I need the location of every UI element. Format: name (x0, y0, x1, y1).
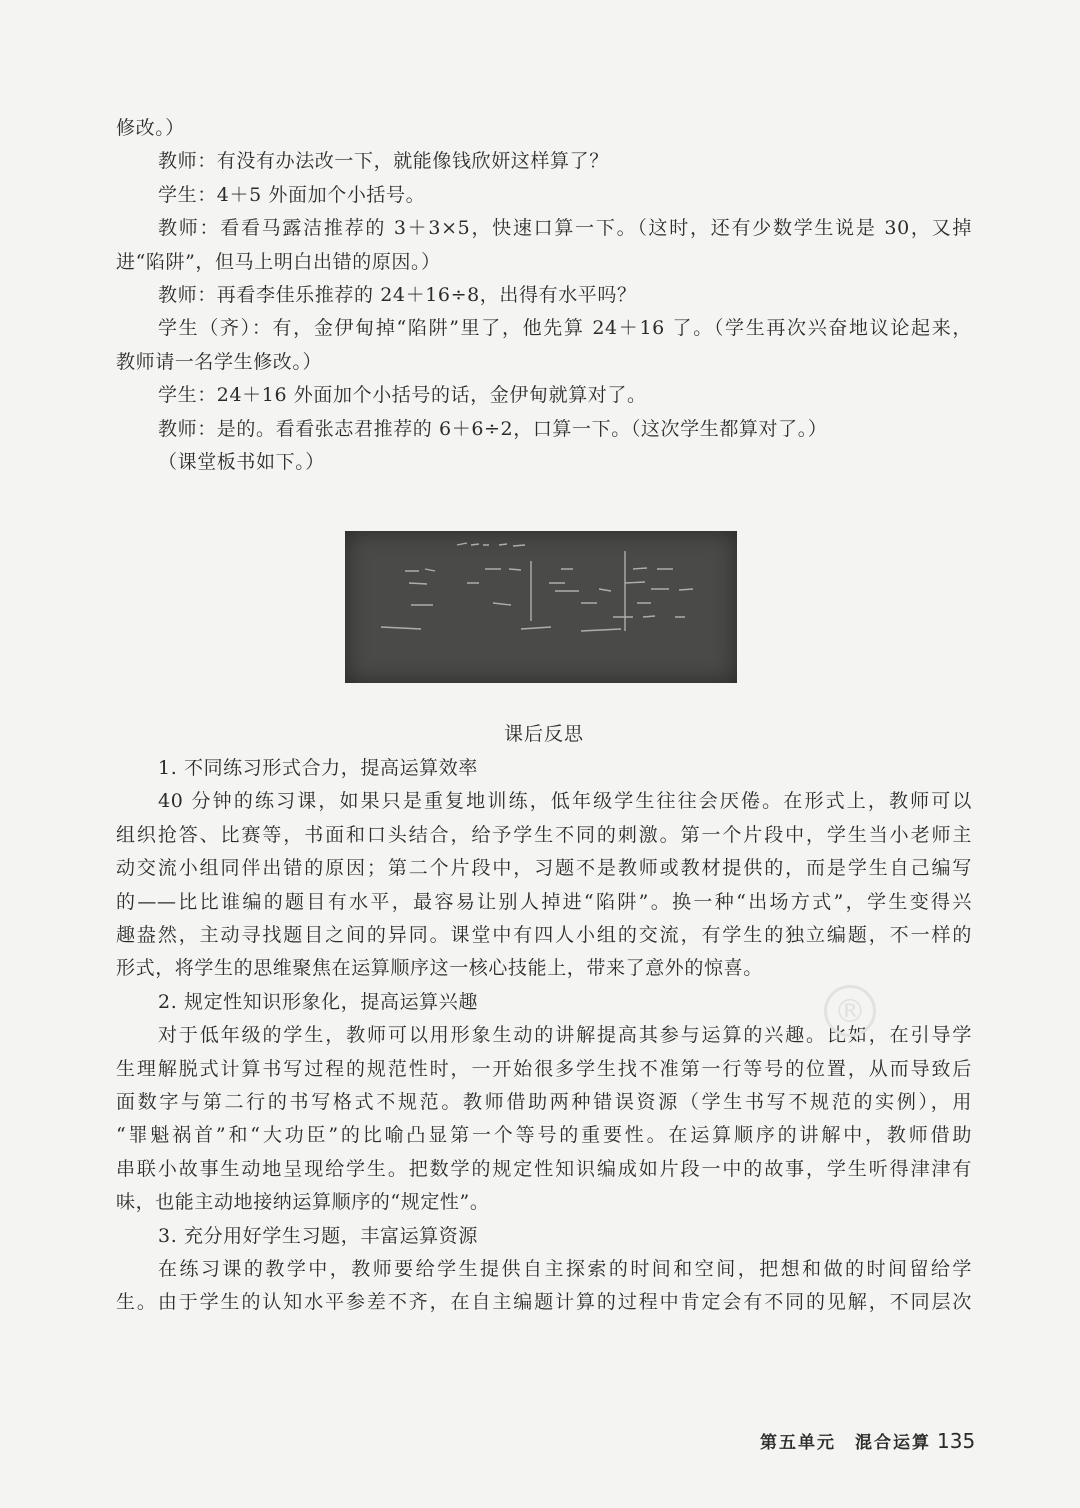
text-line: 的——比比谁编的题目有水平，最容易让别人掉进“陷阱”。换一种“出场方式”，学生变得兴 (116, 890, 972, 913)
text-line: 组织抢答、比赛等，书面和口头结合，给予学生不同的刺激。第一个片段中，学生当小老师主 (116, 823, 972, 846)
page-footer (760, 1428, 975, 1453)
footer-unit-title: 第五单元 混合运算 (760, 1433, 931, 1453)
text-line: 教师：再看李佳乐推荐的 24＋16÷8，出得有水平吗？ (158, 284, 637, 306)
text-line: 学生（齐）：有，金伊甸掉“陷阱”里了，他先算 24＋16 了。（学生再次兴奋地议论起来， (158, 317, 972, 340)
text-line: 形式，将学生的思维聚焦在运算顺序这一核心技能上，带来了意外的惊喜。 (116, 957, 763, 980)
text-line: 趣盎然，主动寻找题目之间的异同。课堂中有四人小组的交流，有学生的独立编题，不一样的 (116, 924, 972, 946)
section-heading: 1. 不同练习形式合力，提高运算效率 (158, 757, 478, 779)
text-line: 味，也能主动地接纳运算顺序的“规定性”。 (116, 1191, 490, 1214)
text-line: 40 分钟的练习课，如果只是重复地训练，低年级学生往往会厌倦。在形式上，教师可以 (158, 790, 972, 813)
registered-watermark: ® (824, 985, 876, 1037)
text-line: 教师：看看马露洁推荐的 3＋3×5，快速口算一下。（这时，还有少数学生说是 30，又掉 (158, 217, 972, 240)
text-line: 教师：有没有办法改一下，就能像钱欣妍这样算了？ (158, 150, 609, 173)
text-line: 教师请一名学生修改。） (116, 350, 323, 373)
text-line: 学生：4＋5 外面加个小括号。 (158, 183, 426, 206)
text-line: 面数字与第二行的书写格式不规范。教师借助两种错误资源（学生书写不规范的实例），用 (116, 1091, 972, 1113)
text-line: 在练习课的教学中，教师要给学生提供自主探索的时间和空间，把想和做的时间留给学 (158, 1258, 972, 1280)
section-heading: 2. 规定性知识形象化，提高运算兴趣 (158, 990, 478, 1013)
text-line: 生。由于学生的认知水平参差不齐，在自主编题计算的过程中肯定会有不同的见解，不同层次 (116, 1291, 972, 1314)
section-heading: 3. 充分用好学生习题，丰富运算资源 (158, 1224, 478, 1247)
text-line: 对于低年级的学生，教师可以用形象生动的讲解提高其参与运算的兴趣。比如，在引导学 (158, 1024, 972, 1047)
text-line: （课堂板书如下。） (158, 451, 325, 473)
text-line: 学生：24＋16 外面加个小括号的话，金伊甸就算对了。 (158, 384, 647, 407)
blackboard-photo (345, 531, 737, 683)
text-line: 教师：是的。看看张志君推荐的 6＋6÷2，口算一下。（这次学生都算对了。） (158, 417, 828, 440)
text-line: 动交流小组同伴出错的原因；第二个片段中，习题不是教师或教材提供的，而是学生自己编写 (116, 857, 972, 880)
text-line: 修改。） (116, 117, 185, 139)
page-number: 135 (937, 1429, 976, 1453)
text-line: 串联小故事生动地呈现给学生。把数学的规定性知识编成如片段一中的故事，学生听得津津有 (116, 1157, 972, 1180)
text-line: 进“陷阱”，但马上明白出错的原因。） (116, 250, 441, 273)
text-line: “罪魁祸首”和“大功臣”的比喻凸显第一个等号的重要性。在运算顺序的讲解中，教师借助 (116, 1124, 972, 1147)
blackboard-chalk-marks (345, 531, 737, 683)
section-title-reflection: 课后反思 (503, 723, 584, 745)
text-line: 生理解脱式计算书写过程的规范性时，一开始很多学生找不准第一行等号的位置，从而导致后 (116, 1057, 972, 1080)
